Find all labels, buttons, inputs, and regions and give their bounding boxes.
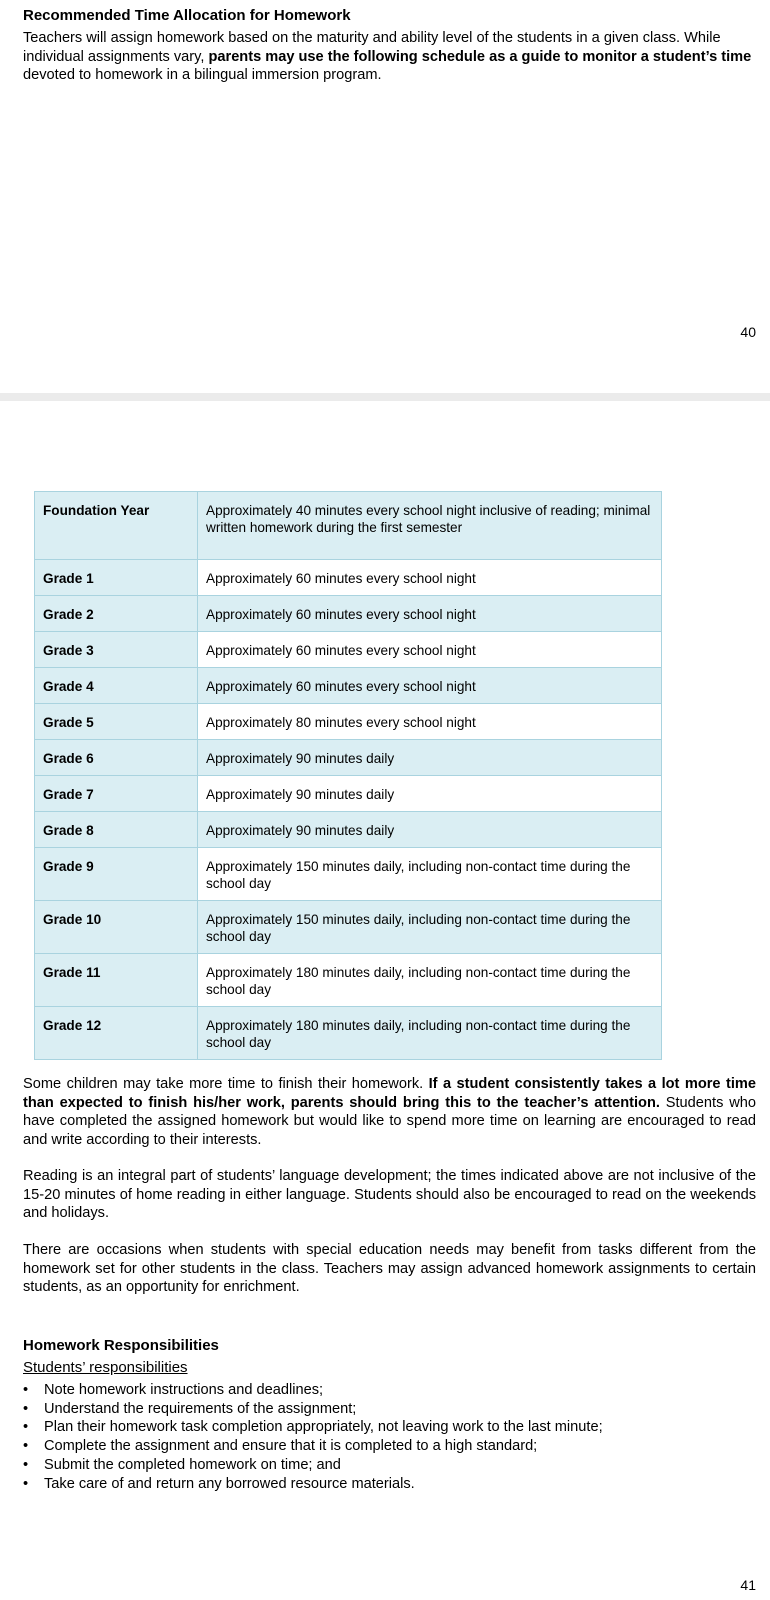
time-cell: Approximately 150 minutes daily, including non-contact time during the school day xyxy=(198,901,662,954)
list-item xyxy=(23,1400,603,1419)
bullet: • xyxy=(23,1419,29,1436)
table-row xyxy=(35,704,662,740)
list-item xyxy=(23,1456,603,1475)
paragraph-special-needs: There are occasions when students with special education needs may benefit from tasks different from the homework set for other students in the class. Teachers may assign advanced homework assignments to certain students, as an opportunity for enrichment. xyxy=(23,1242,756,1295)
intro-text-1: Teachers will assign homework based on the maturity and ability level of the students in a given class. While individual assignments vary, xyxy=(23,30,721,65)
time-cell: Approximately 60 minutes every school night xyxy=(198,560,662,596)
grade-cell: Grade 11 xyxy=(35,954,198,1007)
page-separator xyxy=(0,393,770,401)
time-cell: Approximately 180 minutes daily, including non-contact time during the school day xyxy=(198,1007,662,1060)
intro-paragraph xyxy=(23,29,756,85)
time-cell: Approximately 90 minutes daily xyxy=(198,776,662,812)
para1-text-2: Students who have completed the assigned homework but would like to spend more time on learning are encouraged to read and write according to their interests. xyxy=(23,1094,756,1148)
bullet: • xyxy=(23,1438,29,1455)
bullet: • xyxy=(23,1475,29,1492)
grade-cell: Grade 6 xyxy=(35,740,198,776)
list-item-text: Take care of and return any borrowed resource materials. xyxy=(44,1475,415,1492)
table-row xyxy=(35,668,662,704)
table-row xyxy=(35,740,662,776)
list-item-text: Note homework instructions and deadlines; xyxy=(44,1382,324,1398)
time-cell: Approximately 150 minutes daily, including non-contact time during the school day xyxy=(198,848,662,901)
bullet: • xyxy=(23,1456,29,1473)
table-row xyxy=(35,812,662,848)
intro-text-2: devoted to homework in a bilingual immersion program. xyxy=(23,67,382,83)
table-row xyxy=(35,848,662,901)
table-row xyxy=(35,492,662,560)
bullet: • xyxy=(23,1382,29,1398)
list-item xyxy=(23,1381,603,1400)
table-row xyxy=(35,776,662,812)
grade-cell: Grade 10 xyxy=(35,901,198,954)
list-item-text: Understand the requirements of the assignment; xyxy=(44,1400,357,1417)
students-responsibilities-subheading: Students’ responsibilities xyxy=(23,1359,188,1376)
grade-cell: Grade 8 xyxy=(35,812,198,848)
table-row xyxy=(35,954,662,1007)
grade-cell: Foundation Year xyxy=(35,492,198,560)
time-cell: Approximately 60 minutes every school night xyxy=(198,668,662,704)
grade-cell: Grade 3 xyxy=(35,632,198,668)
time-cell: Approximately 60 minutes every school night xyxy=(198,596,662,632)
time-cell: Approximately 90 minutes daily xyxy=(198,812,662,848)
para1-text-bold: If a student consistently takes a lot more time than expected to finish his/her work, parents should bring this to the teacher’s attention. xyxy=(23,1076,756,1111)
page-number: 41 xyxy=(740,1577,756,1593)
grade-cell: Grade 4 xyxy=(35,668,198,704)
grade-cell: Grade 12 xyxy=(35,1007,198,1060)
grade-cell: Grade 1 xyxy=(35,560,198,596)
list-item-text: Complete the assignment and ensure that it is completed to a high standard; xyxy=(44,1438,538,1455)
list-item xyxy=(23,1418,603,1437)
intro-text-bold: parents may use the following schedule as a guide to monitor a student’s time xyxy=(208,48,752,65)
table-row xyxy=(35,632,662,668)
time-cell: Approximately 180 minutes daily, including non-contact time during the school day xyxy=(198,954,662,1007)
table-row xyxy=(35,596,662,632)
paragraph-reading: Reading is an integral part of students’ language development; the times indicated above are not inclusive of the 15-20 minutes of home reading in either language. Students should also be encouraged to read on the weekends and holidays. xyxy=(23,1168,756,1221)
list-item-text: Plan their homework task completion appropriately, not leaving work to the last minute; xyxy=(44,1419,603,1436)
time-cell: Approximately 60 minutes every school night xyxy=(198,632,662,668)
list-item xyxy=(23,1475,603,1494)
grade-cell: Grade 7 xyxy=(35,776,198,812)
page-number: 40 xyxy=(740,324,756,340)
paragraph-extra-time xyxy=(23,1075,756,1149)
list-item-text: Submit the completed homework on time; and xyxy=(44,1456,341,1473)
grade-cell: Grade 5 xyxy=(35,704,198,740)
time-cell: Approximately 80 minutes every school night xyxy=(198,704,662,740)
bullet: • xyxy=(23,1400,29,1417)
homework-time-table xyxy=(34,491,662,1060)
table-row xyxy=(35,901,662,954)
section-heading-time-allocation: Recommended Time Allocation for Homework xyxy=(23,7,351,24)
table-row xyxy=(35,560,662,596)
table-row xyxy=(35,1007,662,1060)
grade-cell: Grade 9 xyxy=(35,848,198,901)
section-heading-responsibilities: Homework Responsibilities xyxy=(23,1337,219,1354)
grade-cell: Grade 2 xyxy=(35,596,198,632)
page-40 xyxy=(0,0,770,393)
student-responsibilities-list xyxy=(23,1381,603,1493)
time-cell: Approximately 40 minutes every school night inclusive of reading; minimal written homework during the first semester xyxy=(198,492,662,560)
page-41 xyxy=(0,401,770,1600)
para1-text-1: Some children may take more time to finish their homework. xyxy=(23,1076,429,1092)
time-cell: Approximately 90 minutes daily xyxy=(198,740,662,776)
list-item xyxy=(23,1437,603,1456)
